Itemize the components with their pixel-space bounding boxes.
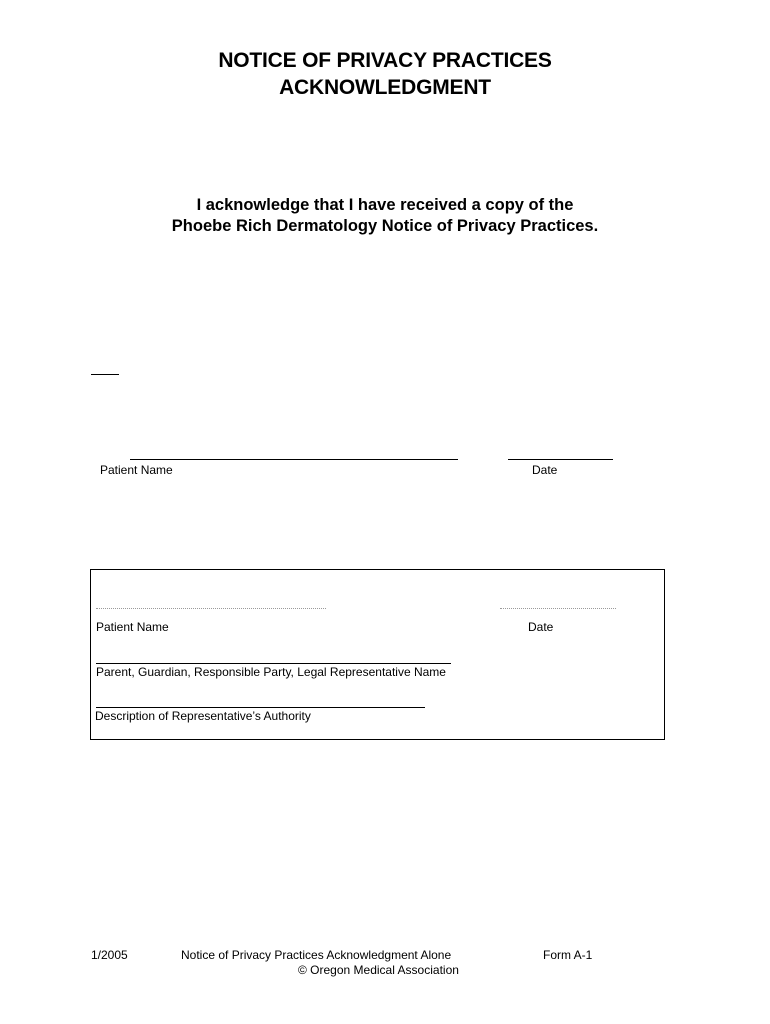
date-label: Date [532, 463, 558, 477]
representative-name-line[interactable] [96, 663, 451, 664]
title-line-2: ACKNOWLEDGMENT [279, 76, 491, 99]
acknowledgment-statement [0, 195, 770, 237]
date-signature-line[interactable] [508, 459, 613, 460]
footer-date: 1/2005 [91, 948, 128, 962]
title-line-1: NOTICE OF PRIVACY PRACTICES [218, 49, 552, 72]
box-patient-name-line[interactable] [96, 608, 326, 609]
footer-form-id: Form A-1 [543, 948, 593, 962]
acknowledgment-line-2: Phoebe Rich Dermatology Notice of Privacy Practices. [171, 217, 599, 235]
patient-name-label: Patient Name [100, 463, 173, 477]
footer-document-name: Notice of Privacy Practices Acknowledgment Alone [181, 948, 452, 962]
short-mark-line [91, 374, 119, 375]
authority-line[interactable] [96, 707, 425, 708]
authority-label: Description of Representative’s Authority [95, 709, 311, 723]
document-title [0, 47, 770, 101]
patient-name-signature-line[interactable] [130, 459, 458, 460]
footer-copyright: © Oregon Medical Association [298, 963, 459, 977]
box-patient-name-label: Patient Name [96, 620, 169, 634]
acknowledgment-line-1: I acknowledge that I have received a copy of the [196, 196, 574, 214]
box-date-label: Date [528, 620, 554, 634]
representative-name-label: Parent, Guardian, Responsible Party, Legal Representative Name [96, 665, 446, 679]
box-date-line[interactable] [500, 608, 616, 609]
